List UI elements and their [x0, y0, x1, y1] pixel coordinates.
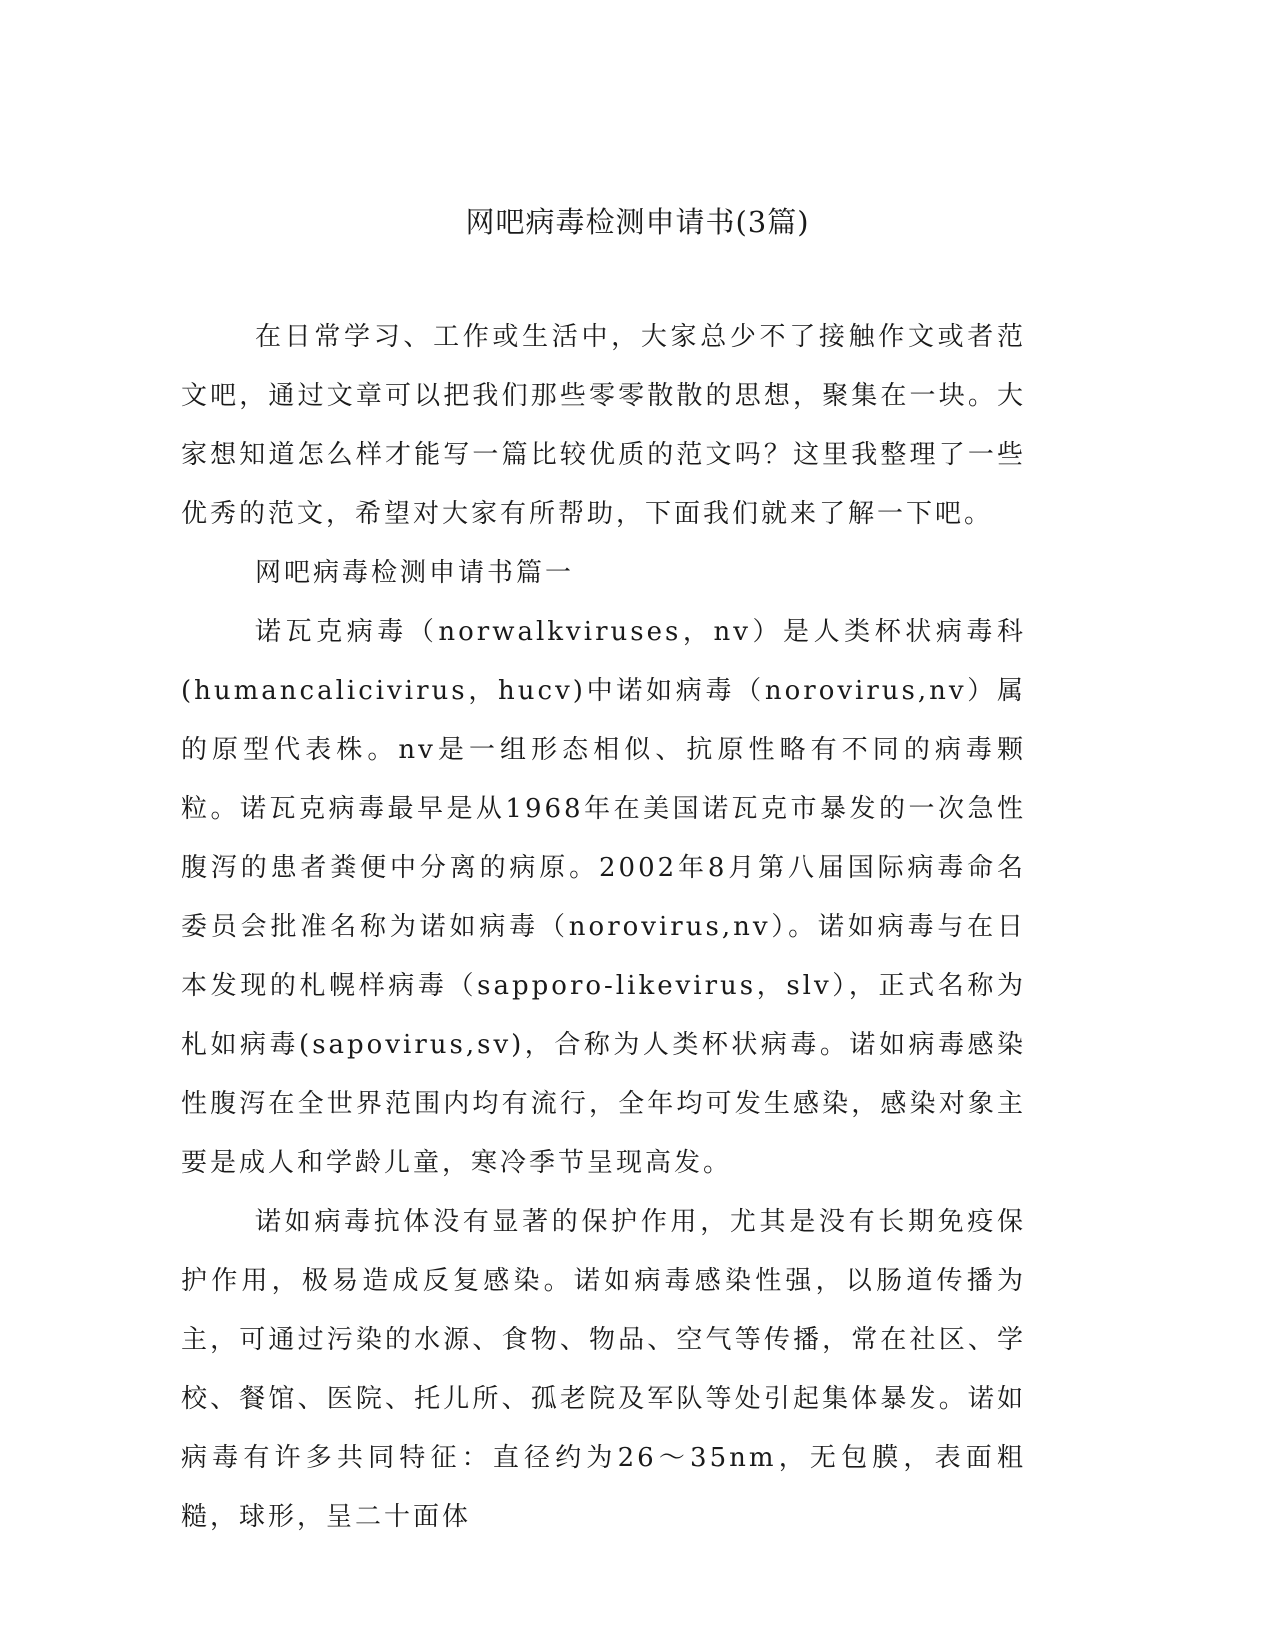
- body-paragraph: 诺如病毒抗体没有显著的保护作用，尤其是没有长期免疫保护作用，极易造成反复感染。诺如病毒感染性强，以肠道传播为主，可通过污染的水源、食物、物品、空气等传播，常在社区、学校、餐馆、医院、托儿所、孤老院及军队等处引起集体暴发。诺如病毒有许多共同特征：直径约为26～35nm，无包膜，表面粗糙，球形，呈二十面体: [181, 1207, 1026, 1532]
- body-paragraph: 诺瓦克病毒（norwalkviruses，nv）是人类杯状病毒科(humancalicivirus，hucv)中诺如病毒（norovirus,nv）属的原型代表株。nv是一组形态相似、抗原性略有不同的病毒颗粒。诺瓦克病毒最早是从1968年在美国诺瓦克市暴发的一次急性腹泻的患者粪便中分离的病原。2002年8月第八届国际病毒命名委员会批准名称为诺如病毒（norovirus,nv）。诺如病毒与在日本发现的札幌样病毒（sapporo-likevirus，slv），正式名称为札如病毒(sapovirus,sv)，合称为人类杯状病毒。诺如病毒感染性腹泻在全世界范围内均有流行，全年均可发生感染，感染对象主要是成人和学龄儿童，寒冷季节呈现高发。: [181, 617, 1026, 1178]
- section-heading: 网吧病毒检测申请书篇一: [255, 558, 575, 588]
- document-title: 网吧病毒检测申请书(3篇): [465, 205, 810, 239]
- intro-paragraph: 在日常学习、工作或生活中，大家总少不了接触作文或者范文吧，通过文章可以把我们那些零零散散的思想，聚集在一块。大家想知道怎么样才能写一篇比较优质的范文吗？这里我整理了一些优秀的范文，希望对大家有所帮助，下面我们就来了解一下吧。: [181, 322, 1026, 529]
- document-body: [181, 308, 1026, 1547]
